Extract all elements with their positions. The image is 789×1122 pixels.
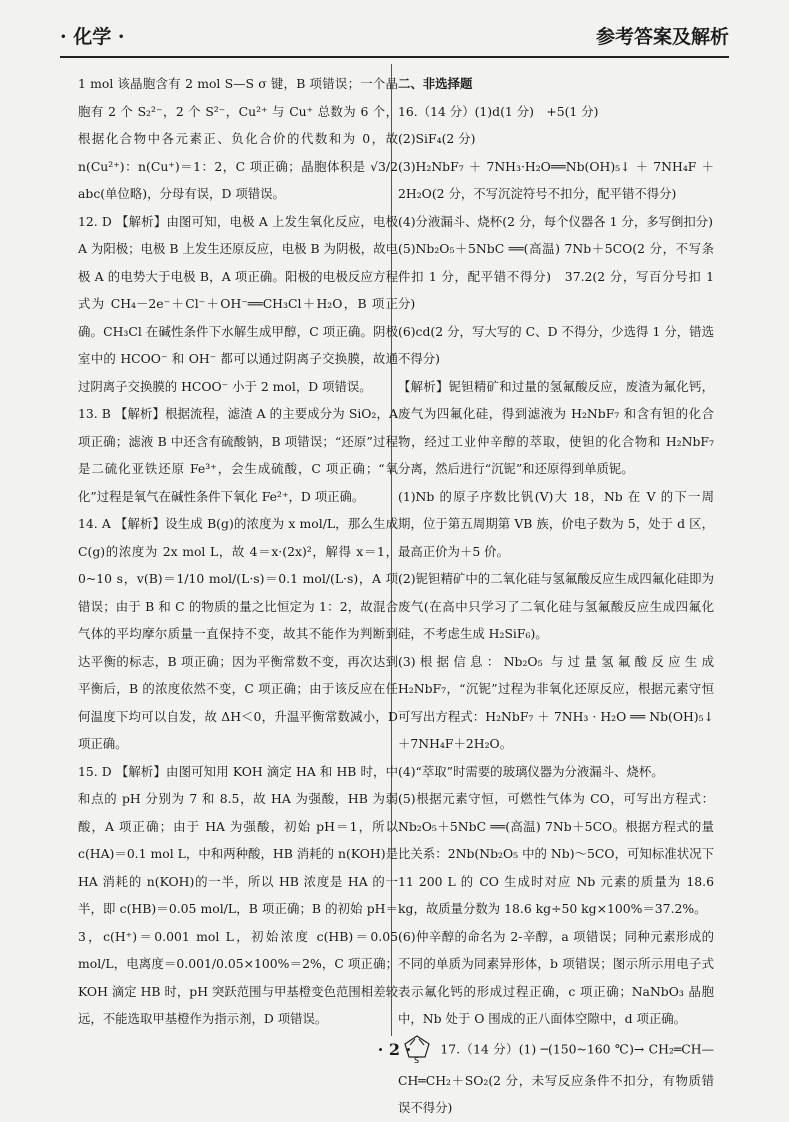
answer-16-4: (4)分液漏斗、烧杯(2 分，每个仪器各 1 分，多写倒扣分) xyxy=(398,213,714,229)
right-column xyxy=(398,70,714,1122)
analysis-16-5: (5)根据元素守恒，可燃性气体为 CO，可写出方程式：Nb₂O₅＋5NbC ══(高温) 7Nb＋5CO。根据方程式的量比关系：2Nb(Nb₂O₅ 中的 Nb)～5CO，可知标准状况下 11 200 L 的 CO 生成时对应 Nb 元素的质量为 18.6 kg，故质量分数为 18.6 kg÷50 kg×100%＝37.2%。 xyxy=(398,791,714,916)
page-number: · 2 · xyxy=(377,1040,412,1059)
answer-13: 13. B 【解析】根据流程，滤渣 A 的主要成分为 SiO₂，A 项正确；滤液 B 中还含有硫酸钠，B 项错误；“还原”过程是二硫化亚铁还原 Fe³⁺，会生成硫酸，C 项正确；“氧化”过程是氧气在碱性条件下氧化 Fe²⁺，D 项正确。 xyxy=(78,406,398,504)
analysis-16-4: (4)“萃取”时需要的玻璃仪器为分液漏斗、烧杯。 xyxy=(398,763,664,779)
analysis-16-intro: 【解析】铌钽精矿和过量的氢氟酸反应，废渣为氟化钙，废气为四氟化硅，得到滤液为 H₂NbF₇ 和含有钽的化合物，经过工业仲辛醇的萃取，使钽的化合物和 H₂NbF₇ 分离，然后进行“沉铌”和还原得到单质铌。 xyxy=(398,378,714,476)
page-header xyxy=(60,8,729,58)
header-rule xyxy=(60,56,729,58)
answer-16-3: (3)H₂NbF₇＋7NH₃·H₂O══Nb(OH)₅↓＋7NH₄F＋2H₂O(2 分，不写沉淀符号不扣分，配平错不得分) xyxy=(398,158,714,201)
analysis-16-1: (1)Nb 的原子序数比钒(V)大 18，Nb 在 V 的下一周期，位于第五周期第 VB 族，价电子数为 5，处于 d 区，最高正价为＋5 价。 xyxy=(398,488,714,559)
answer-16-1: 16.（14 分）(1)d(1 分) +5(1 分) xyxy=(398,103,599,119)
analysis-16-3: (3)根据信息：Nb₂O₅ 与过量氢氟酸反应生成 H₂NbF₇，“沉铌”过程为非氧化还原反应，根据元素守恒可写出方程式：H₂NbF₇ ＋ 7NH₃ · H₂O ══ Nb(OH)₅↓＋7NH₄F＋2H₂O。 xyxy=(398,653,714,751)
svg-text:S: S xyxy=(414,1055,420,1065)
analysis-16-2: (2)铌钽精矿中的二氧化硅与氢氟酸反应生成四氟化硅即为废气(在高中只学习了二氧化硅与氢氟酸反应生成四氟化硅，不考虑生成 H₂SiF₆)。 xyxy=(398,571,714,641)
section-title: 二、非选择题 xyxy=(398,76,473,91)
answer-16-5: (5)Nb₂O₅＋5NbC ══(高温) 7Nb＋5CO(2 分，不写条件扣 1 分，配平错不得分) 37.2(2 分，写百分号扣 1 分) xyxy=(398,241,714,311)
answer-title: 参考答案及解析 xyxy=(595,26,729,48)
left-column xyxy=(78,70,398,1033)
answer-11-continued: 1 mol 该晶胞含有 2 mol S—S σ 键，B 项错误；一个晶胞有 2 个 S₂²⁻，2 个 S²⁻，Cu²⁺ 与 Cu⁺ 总数为 6 个，根据化合物中各元素正、负化合价的代数和为 0，故 n(Cu²⁺)：n(Cu⁺)＝1：2，C 项正确；晶胞体积是 √3/2 abc(单位略)，分母有误，D 项错误。 xyxy=(78,76,398,201)
analysis-16-6: (6)仲辛醇的命名为 2-辛醇，a 项错误；同种元素形成的不同的单质为同素异形体，b 项错误；图示所示用电子式表示氟化钙的形成过程正确，c 项正确；NaNbO₃ 晶胞中，Nb 处于 O 围成的正八面体空隙中，d 项正确。 xyxy=(398,928,714,1026)
answer-12: 12. D 【解析】由图可知，电极 A 上发生氧化反应，电极 A 为阳极；电极 B 上发生还原反应，电极 B 为阴极，故电极 A 的电势大于电极 B，A 项正确。阳极的电极反应方程式为 CH₄－2e⁻＋Cl⁻＋OH⁻══CH₃Cl＋H₂O，B 项正确。CH₃Cl 在碱性条件下水解生成甲醇，C 项正确。阴极室中的 HCOO⁻ 和 OH⁻ 都可以通过阴离子交换膜，故通过阴离子交换膜的 HCOO⁻ 小于 2 mol，D 项错误。 xyxy=(78,213,398,394)
answer-15: 15. D 【解析】由图可知用 KOH 滴定 HA 和 HB 时，中和点的 pH 分别为 7 和 8.5，故 HA 为强酸，HB 为弱酸，A 项正确；由于 HA 为强酸，初始 pH＝1，所以 c(HA)＝0.1 mol L，中和两种酸，HB 消耗的 n(KOH)是 HA 消耗的 n(KOH)的一半，所以 HB 浓度是 HA 的一半，即 c(HB)＝0.05 mol/L，B 项正确；B 的初始 pH＝3，c(H⁺)＝0.001 mol L，初始浓度 c(HB)＝0.05 mol/L，电离度＝0.001/0.05×100%＝2%，C 项正确；KOH 滴定 HB 时，pH 突跃范围与甲基橙变色范围相差较远，不能选取甲基橙作为指示剂，D 项错误。 xyxy=(78,763,398,1026)
answer-16-2: (2)SiF₄(2 分) xyxy=(398,131,476,146)
answer-14: 14. A 【解析】设生成 B(g)的浓度为 x mol/L，那么生成 C(g)的浓度为 2x mol L，故 4＝x·(2x)²，解得 x＝1，0~10 s，v(B)＝1/10 mol/(L·s)＝0.1 mol/(L·s)，A 项错误；由于 B 和 C 的物质的量之比恒定为 1：2，故混合气体的平均摩尔质量一直保持不变，故其不能作为判断到达平衡的标志，B 项正确；因为平衡常数不变，再次达到平衡后，B 的浓度依然不变，C 项正确；由于该反应在任何温度下均可以自发，故 ΔH＜0，升温平衡常数减小，D 项正确。 xyxy=(78,516,398,751)
answer-17-text: 17.（14 分）(1) ─(150~160 ℃)→ CH₂═CH—CH═CH₂＋SO₂(2 分，未写反应条件不扣分，有物质错误不得分) xyxy=(398,1041,714,1115)
answer-16-6: (6)cd(2 分，写大写的 C、D 不得分，少选得 1 分，错选不得分) xyxy=(398,323,714,366)
subject-label: · 化学 · xyxy=(60,26,125,48)
